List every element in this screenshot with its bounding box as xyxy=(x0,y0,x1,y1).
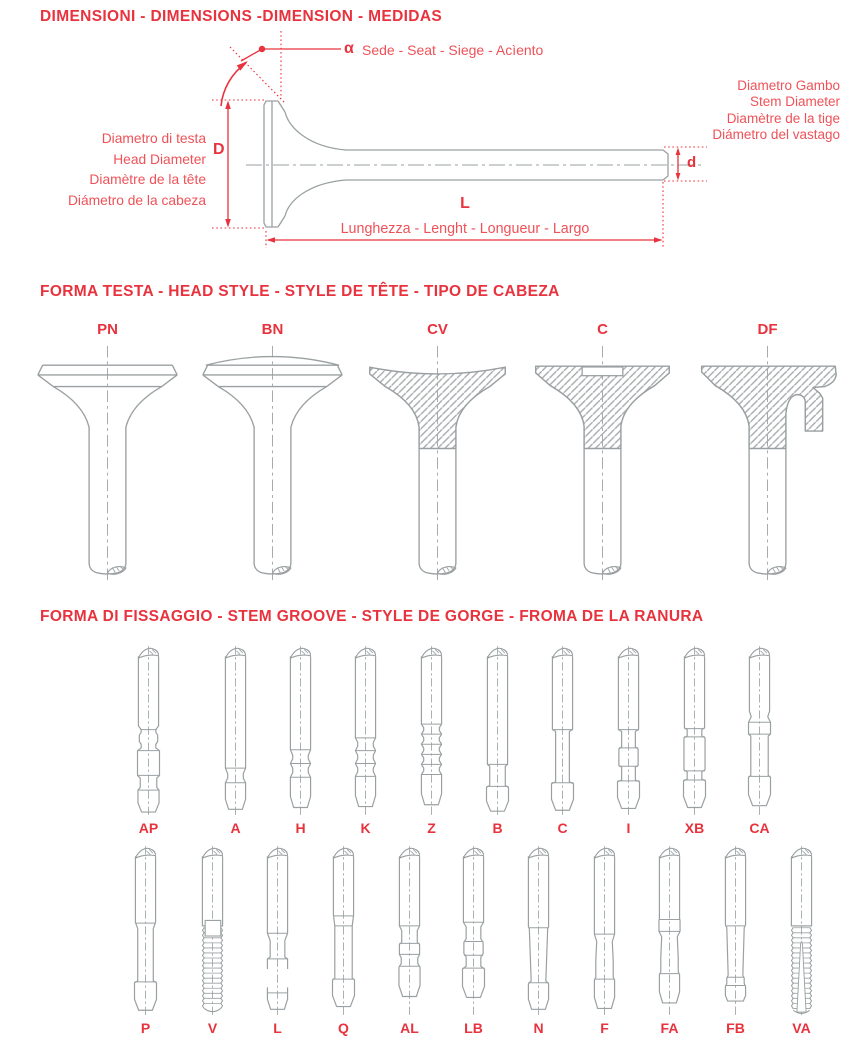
stem-groove-figure-I xyxy=(601,643,656,818)
stem-groove-label-I: I xyxy=(626,820,631,836)
stem-groove-figure-A xyxy=(208,643,263,818)
stem-diameter-line: Diámetro del vastago xyxy=(712,127,840,143)
stem-drawing-CA xyxy=(732,643,787,818)
stem-drawing-FA xyxy=(642,843,697,1018)
stem-groove-figure-C xyxy=(535,643,590,818)
stem-drawing-A xyxy=(208,643,263,818)
length-label: Lunghezza - Lenght - Longueur - Largo xyxy=(340,221,590,237)
stem-groove-figure-XB xyxy=(667,643,722,818)
stem-drawing-F xyxy=(577,843,632,1018)
stem-drawing-K xyxy=(338,643,393,818)
stem-groove-figure-CA xyxy=(732,643,787,818)
stem-groove-label-A: A xyxy=(230,820,241,836)
stem-drawing-C xyxy=(535,643,590,818)
stem-groove-figure-L xyxy=(250,843,305,1018)
stem-drawing-XB xyxy=(667,643,722,818)
stem-groove-figure-VA xyxy=(774,843,829,1018)
head-diameter-line: Head Diameter xyxy=(113,151,206,167)
stem-drawing-AP xyxy=(121,643,176,818)
stem-groove-figure-B xyxy=(470,643,525,818)
stem-groove-label-K: K xyxy=(360,820,371,836)
stem-groove-label-L: L xyxy=(273,1020,282,1036)
dimensions-title: DIMENSIONI - DIMENSIONS -DIMENSION - MEDIDAS xyxy=(40,8,443,25)
stem-groove-figure-V xyxy=(185,843,240,1018)
head-style-label-CV: CV xyxy=(427,321,448,338)
stem-diameter-label xyxy=(712,78,840,144)
stem-groove-label-C: C xyxy=(557,820,568,836)
stem-groove-label-AP: AP xyxy=(138,820,159,836)
stem-diameter-symbol: d xyxy=(687,154,697,171)
stem-groove-label-P: P xyxy=(140,1020,151,1036)
stem-groove-figure-FA xyxy=(642,843,697,1018)
head-style-label-C: C xyxy=(597,321,608,338)
stem-groove-label-N: N xyxy=(533,1020,544,1036)
stem-groove-figure-H xyxy=(273,643,328,818)
stem-groove-figure-LB xyxy=(446,843,501,1018)
head-diameter-line: Diametro di testa xyxy=(101,131,206,146)
stem-groove-figure-P xyxy=(118,843,173,1018)
stem-drawing-I xyxy=(601,643,656,818)
stem-diameter-line: Diametro Gambo xyxy=(737,78,840,93)
head-style-label-BN: BN xyxy=(261,321,284,338)
stem-drawing-B xyxy=(470,643,525,818)
stem-drawing-AL xyxy=(382,843,437,1018)
stem-drawing-Q xyxy=(316,843,371,1018)
stem-drawing-FB xyxy=(708,843,763,1018)
stem-groove-label-Z: Z xyxy=(427,820,436,836)
length-symbol: L xyxy=(460,195,470,212)
stem-drawing-P xyxy=(118,843,173,1018)
head-style-label-PN: PN xyxy=(97,321,118,338)
stem-groove-figure-AP xyxy=(121,643,176,818)
stem-groove-label-B: B xyxy=(492,820,503,836)
stem-groove-figure-N xyxy=(511,843,566,1018)
stem-diameter-line: Diamètre de la tige xyxy=(726,110,840,126)
stem-drawing-Z xyxy=(404,643,459,818)
head-style-figure-PN xyxy=(25,342,190,584)
stem-groove-title: FORMA DI FISSAGGIO - STEM GROOVE - STYLE DE GORGE - FROMA DE LA RANURA xyxy=(40,608,704,625)
head-style-figure-C xyxy=(520,342,685,584)
stem-drawing-LB xyxy=(446,843,501,1018)
stem-groove-label-AL: AL xyxy=(400,1020,419,1036)
stem-drawing-L xyxy=(250,843,305,1018)
head-style-title: FORMA TESTA - HEAD STYLE - STYLE DE TÊTE - TIPO DE CABEZA xyxy=(40,283,560,300)
stem-groove-label-F: F xyxy=(600,1020,609,1036)
head-diameter-symbol: D xyxy=(213,141,225,158)
stem-groove-label-V: V xyxy=(207,1020,218,1036)
stem-groove-label-FB: FB xyxy=(726,1020,745,1036)
stem-groove-label-XB: XB xyxy=(684,820,705,836)
stem-drawing-N xyxy=(511,843,566,1018)
stem-diameter-line: Stem Diameter xyxy=(749,94,840,110)
head-style-figure-BN xyxy=(190,342,355,584)
stem-groove-figure-K xyxy=(338,643,393,818)
stem-groove-figure-FB xyxy=(708,843,763,1018)
stem-groove-label-Q: Q xyxy=(338,1020,349,1036)
stem-groove-figure-F xyxy=(577,843,632,1018)
head-diameter-label xyxy=(68,129,206,211)
head-style-label-DF: DF xyxy=(757,321,778,338)
stem-drawing-H xyxy=(273,643,328,818)
stem-groove-figure-Q xyxy=(316,843,371,1018)
stem-groove-label-CA: CA xyxy=(749,820,770,836)
stem-groove-figure-AL xyxy=(382,843,437,1018)
seat-label: Sede - Seat - Siege - Acìento xyxy=(362,42,544,58)
stem-groove-label-VA: VA xyxy=(792,1020,811,1036)
head-diameter-line: Diamètre de la tête xyxy=(89,172,206,187)
stem-groove-label-LB: LB xyxy=(464,1020,483,1036)
alpha-symbol: α xyxy=(344,40,354,57)
head-diameter-line: Diámetro de la cabeza xyxy=(67,192,206,208)
stem-groove-figure-Z xyxy=(404,643,459,818)
stem-drawing-VA xyxy=(774,843,829,1018)
head-style-figure-DF xyxy=(685,342,850,584)
head-style-figure-CV xyxy=(355,342,520,584)
stem-drawing-V xyxy=(185,843,240,1018)
stem-groove-label-FA: FA xyxy=(660,1020,679,1036)
stem-groove-label-H: H xyxy=(295,820,306,836)
